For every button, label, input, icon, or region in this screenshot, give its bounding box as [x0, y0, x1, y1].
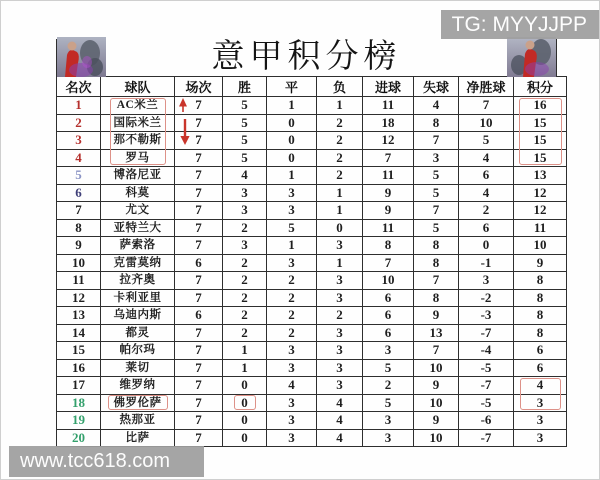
gd-cell: -1	[459, 254, 514, 272]
gf-cell: 5	[363, 359, 414, 377]
mp-cell: 7	[175, 289, 223, 307]
l-cell: 1	[317, 97, 363, 115]
gd-cell: 5	[459, 132, 514, 150]
ga-cell: 7	[414, 342, 459, 360]
l-cell: 1	[317, 184, 363, 202]
w-cell: 5	[223, 132, 267, 150]
ga-cell: 10	[414, 359, 459, 377]
table-row	[57, 324, 567, 342]
gf-cell: 3	[363, 429, 414, 447]
l-cell: 4	[317, 394, 363, 412]
table-row	[57, 377, 567, 395]
pts-cell: 9	[514, 254, 567, 272]
mp-cell: 7	[175, 114, 223, 132]
rank-cell: 3	[57, 132, 101, 150]
l-cell: 2	[317, 114, 363, 132]
pts-cell: 10	[514, 237, 567, 255]
pts-cell: 13	[514, 167, 567, 185]
mp-cell: 7	[175, 342, 223, 360]
d-cell: 0	[267, 114, 317, 132]
table-row	[57, 167, 567, 185]
ga-cell: 3	[414, 149, 459, 167]
team-cell: 亚特兰大	[101, 219, 175, 237]
d-cell: 0	[267, 149, 317, 167]
pts-cell: 3	[514, 412, 567, 430]
ga-cell: 7	[414, 202, 459, 220]
pts-cell: 8	[514, 289, 567, 307]
w-cell: 2	[223, 324, 267, 342]
w-cell: 2	[223, 254, 267, 272]
l-cell: 3	[317, 237, 363, 255]
w-cell: 2	[223, 307, 267, 325]
team-cell: 维罗纳	[101, 377, 175, 395]
l-cell: 3	[317, 359, 363, 377]
rank-cell: 20	[57, 429, 101, 447]
rank-cell: 1	[57, 97, 101, 115]
ga-cell: 9	[414, 377, 459, 395]
ga-cell: 7	[414, 132, 459, 150]
gf-cell: 6	[363, 324, 414, 342]
team-cell: 尤文	[101, 202, 175, 220]
team-cell: 那不勒斯	[101, 132, 175, 150]
team-cell: 佛罗伦萨	[101, 394, 175, 412]
d-cell: 3	[267, 342, 317, 360]
team-cell: 都灵	[101, 324, 175, 342]
pts-cell: 11	[514, 219, 567, 237]
pts-cell: 8	[514, 272, 567, 290]
d-cell: 1	[267, 97, 317, 115]
gd-cell: -7	[459, 377, 514, 395]
pts-cell: 4	[514, 377, 567, 395]
table-row	[57, 202, 567, 220]
rank-cell: 18	[57, 394, 101, 412]
pts-cell: 15	[514, 114, 567, 132]
gd-cell: 2	[459, 202, 514, 220]
page-title: 意甲积分榜	[211, 39, 402, 75]
gf-cell: 11	[363, 219, 414, 237]
gf-cell: 8	[363, 237, 414, 255]
w-cell: 1	[223, 359, 267, 377]
w-cell: 5	[223, 97, 267, 115]
table-row	[57, 412, 567, 430]
rank-cell: 17	[57, 377, 101, 395]
mp-cell: 7	[175, 149, 223, 167]
w-cell: 4	[223, 167, 267, 185]
rank-cell: 4	[57, 149, 101, 167]
d-cell: 2	[267, 324, 317, 342]
d-cell: 4	[267, 377, 317, 395]
gd-cell: -5	[459, 359, 514, 377]
rank-cell: 19	[57, 412, 101, 430]
gd-cell: 4	[459, 184, 514, 202]
team-cell: 莱切	[101, 359, 175, 377]
mp-cell: 7	[175, 429, 223, 447]
l-cell: 3	[317, 342, 363, 360]
team-cell: 热那亚	[101, 412, 175, 430]
team-cell: 罗马	[101, 149, 175, 167]
ga-cell: 9	[414, 307, 459, 325]
rank-cell: 15	[57, 342, 101, 360]
mp-cell: 7	[175, 237, 223, 255]
l-cell: 3	[317, 324, 363, 342]
corner-photo-left	[57, 37, 106, 77]
gd-cell: -7	[459, 429, 514, 447]
team-cell: 萨索洛	[101, 237, 175, 255]
pts-cell: 15	[514, 149, 567, 167]
l-cell: 4	[317, 412, 363, 430]
gf-cell: 5	[363, 394, 414, 412]
l-cell: 2	[317, 149, 363, 167]
team-cell: 卡利亚里	[101, 289, 175, 307]
header-w: 胜	[223, 77, 267, 97]
table-row	[57, 97, 567, 115]
gd-cell: -5	[459, 394, 514, 412]
l-cell: 2	[317, 132, 363, 150]
standings-body	[57, 97, 567, 447]
ga-cell: 9	[414, 412, 459, 430]
mp-cell: 7	[175, 202, 223, 220]
team-cell: 博洛尼亚	[101, 167, 175, 185]
rank-cell: 16	[57, 359, 101, 377]
gf-cell: 3	[363, 342, 414, 360]
gd-cell: -2	[459, 289, 514, 307]
gd-cell: -7	[459, 324, 514, 342]
pts-cell: 3	[514, 429, 567, 447]
d-cell: 3	[267, 394, 317, 412]
rank-cell: 2	[57, 114, 101, 132]
gd-cell: 6	[459, 219, 514, 237]
pts-cell: 12	[514, 184, 567, 202]
mp-cell: 7	[175, 272, 223, 290]
gd-cell: 4	[459, 149, 514, 167]
ga-cell: 8	[414, 289, 459, 307]
mp-cell: 7	[175, 412, 223, 430]
l-cell: 4	[317, 429, 363, 447]
w-cell: 0	[223, 429, 267, 447]
w-cell: 0	[223, 394, 267, 412]
rank-cell: 10	[57, 254, 101, 272]
mp-cell: 7	[175, 359, 223, 377]
l-cell: 3	[317, 377, 363, 395]
table-row	[57, 114, 567, 132]
w-cell: 2	[223, 219, 267, 237]
ga-cell: 10	[414, 429, 459, 447]
d-cell: 5	[267, 219, 317, 237]
d-cell: 3	[267, 359, 317, 377]
d-cell: 0	[267, 132, 317, 150]
gf-cell: 9	[363, 184, 414, 202]
pts-cell: 12	[514, 202, 567, 220]
mp-cell: 7	[175, 167, 223, 185]
gd-cell: -4	[459, 342, 514, 360]
table-row	[57, 342, 567, 360]
gf-cell: 3	[363, 412, 414, 430]
header-ga: 失球	[414, 77, 459, 97]
ga-cell: 8	[414, 254, 459, 272]
gd-cell: 6	[459, 167, 514, 185]
site-watermark: www.tcc618.com	[9, 446, 204, 477]
ga-cell: 4	[414, 97, 459, 115]
gf-cell: 10	[363, 272, 414, 290]
gd-cell: -6	[459, 412, 514, 430]
table-row	[57, 307, 567, 325]
table-row	[57, 359, 567, 377]
pts-cell: 8	[514, 307, 567, 325]
pts-cell: 16	[514, 97, 567, 115]
w-cell: 3	[223, 202, 267, 220]
pts-cell: 6	[514, 342, 567, 360]
header-gd: 净胜球	[459, 77, 514, 97]
ga-cell: 7	[414, 272, 459, 290]
rank-cell: 7	[57, 202, 101, 220]
table-row	[57, 237, 567, 255]
gd-cell: 3	[459, 272, 514, 290]
team-cell: 帕尔玛	[101, 342, 175, 360]
table-row	[57, 254, 567, 272]
d-cell: 3	[267, 202, 317, 220]
gd-cell: -3	[459, 307, 514, 325]
l-cell: 0	[317, 219, 363, 237]
mp-cell: 7	[175, 132, 223, 150]
rank-cell: 8	[57, 219, 101, 237]
team-cell: 乌迪内斯	[101, 307, 175, 325]
l-cell: 1	[317, 202, 363, 220]
table-row	[57, 394, 567, 412]
w-cell: 5	[223, 114, 267, 132]
team-cell: AC米兰	[101, 97, 175, 115]
gf-cell: 6	[363, 289, 414, 307]
d-cell: 3	[267, 412, 317, 430]
w-cell: 3	[223, 237, 267, 255]
gd-cell: 10	[459, 114, 514, 132]
mp-cell: 7	[175, 324, 223, 342]
d-cell: 2	[267, 272, 317, 290]
l-cell: 3	[317, 289, 363, 307]
gf-cell: 12	[363, 132, 414, 150]
w-cell: 0	[223, 412, 267, 430]
ga-cell: 5	[414, 219, 459, 237]
ga-cell: 8	[414, 237, 459, 255]
header-row	[57, 77, 567, 97]
table-row	[57, 184, 567, 202]
rank-cell: 11	[57, 272, 101, 290]
table-row	[57, 149, 567, 167]
team-cell: 比萨	[101, 429, 175, 447]
d-cell: 2	[267, 289, 317, 307]
mp-cell: 6	[175, 307, 223, 325]
team-cell: 科莫	[101, 184, 175, 202]
header-team: 球队	[101, 77, 175, 97]
gf-cell: 7	[363, 149, 414, 167]
corner-photo-right	[507, 37, 556, 77]
rank-cell: 13	[57, 307, 101, 325]
d-cell: 2	[267, 307, 317, 325]
mp-cell: 6	[175, 254, 223, 272]
mp-cell: 7	[175, 97, 223, 115]
team-cell: 拉齐奥	[101, 272, 175, 290]
pts-cell: 3	[514, 394, 567, 412]
table-row	[57, 289, 567, 307]
title-row	[56, 39, 557, 76]
w-cell: 0	[223, 377, 267, 395]
header-d: 平	[267, 77, 317, 97]
ga-cell: 5	[414, 184, 459, 202]
table-row	[57, 219, 567, 237]
pts-cell: 15	[514, 132, 567, 150]
gf-cell: 7	[363, 254, 414, 272]
d-cell: 1	[267, 167, 317, 185]
ga-cell: 5	[414, 167, 459, 185]
rank-cell: 5	[57, 167, 101, 185]
ga-cell: 10	[414, 394, 459, 412]
rank-cell: 6	[57, 184, 101, 202]
standings-sheet	[56, 39, 557, 447]
header-pts: 积分	[514, 77, 567, 97]
gf-cell: 2	[363, 377, 414, 395]
mp-cell: 7	[175, 219, 223, 237]
l-cell: 2	[317, 167, 363, 185]
w-cell: 3	[223, 184, 267, 202]
w-cell: 1	[223, 342, 267, 360]
gd-cell: 0	[459, 237, 514, 255]
w-cell: 2	[223, 272, 267, 290]
ga-cell: 13	[414, 324, 459, 342]
l-cell: 2	[317, 307, 363, 325]
l-cell: 3	[317, 272, 363, 290]
gf-cell: 9	[363, 202, 414, 220]
rank-cell: 9	[57, 237, 101, 255]
telegram-watermark: TG: MYYJJPP	[441, 10, 599, 39]
gf-cell: 18	[363, 114, 414, 132]
l-cell: 1	[317, 254, 363, 272]
header-l: 负	[317, 77, 363, 97]
pts-cell: 6	[514, 359, 567, 377]
gd-cell: 7	[459, 97, 514, 115]
d-cell: 3	[267, 184, 317, 202]
mp-cell: 7	[175, 184, 223, 202]
table-row	[57, 429, 567, 447]
rank-cell: 12	[57, 289, 101, 307]
d-cell: 1	[267, 237, 317, 255]
table-row	[57, 272, 567, 290]
gf-cell: 11	[363, 97, 414, 115]
standings-table	[56, 76, 567, 447]
d-cell: 3	[267, 429, 317, 447]
ga-cell: 8	[414, 114, 459, 132]
team-cell: 国际米兰	[101, 114, 175, 132]
table-row	[57, 132, 567, 150]
rank-cell: 14	[57, 324, 101, 342]
header-rank: 名次	[57, 77, 101, 97]
mp-cell: 7	[175, 394, 223, 412]
header-mp: 场次	[175, 77, 223, 97]
gf-cell: 11	[363, 167, 414, 185]
header-gf: 进球	[363, 77, 414, 97]
gf-cell: 6	[363, 307, 414, 325]
team-cell: 克雷莫纳	[101, 254, 175, 272]
w-cell: 5	[223, 149, 267, 167]
pts-cell: 8	[514, 324, 567, 342]
w-cell: 2	[223, 289, 267, 307]
d-cell: 3	[267, 254, 317, 272]
mp-cell: 7	[175, 377, 223, 395]
